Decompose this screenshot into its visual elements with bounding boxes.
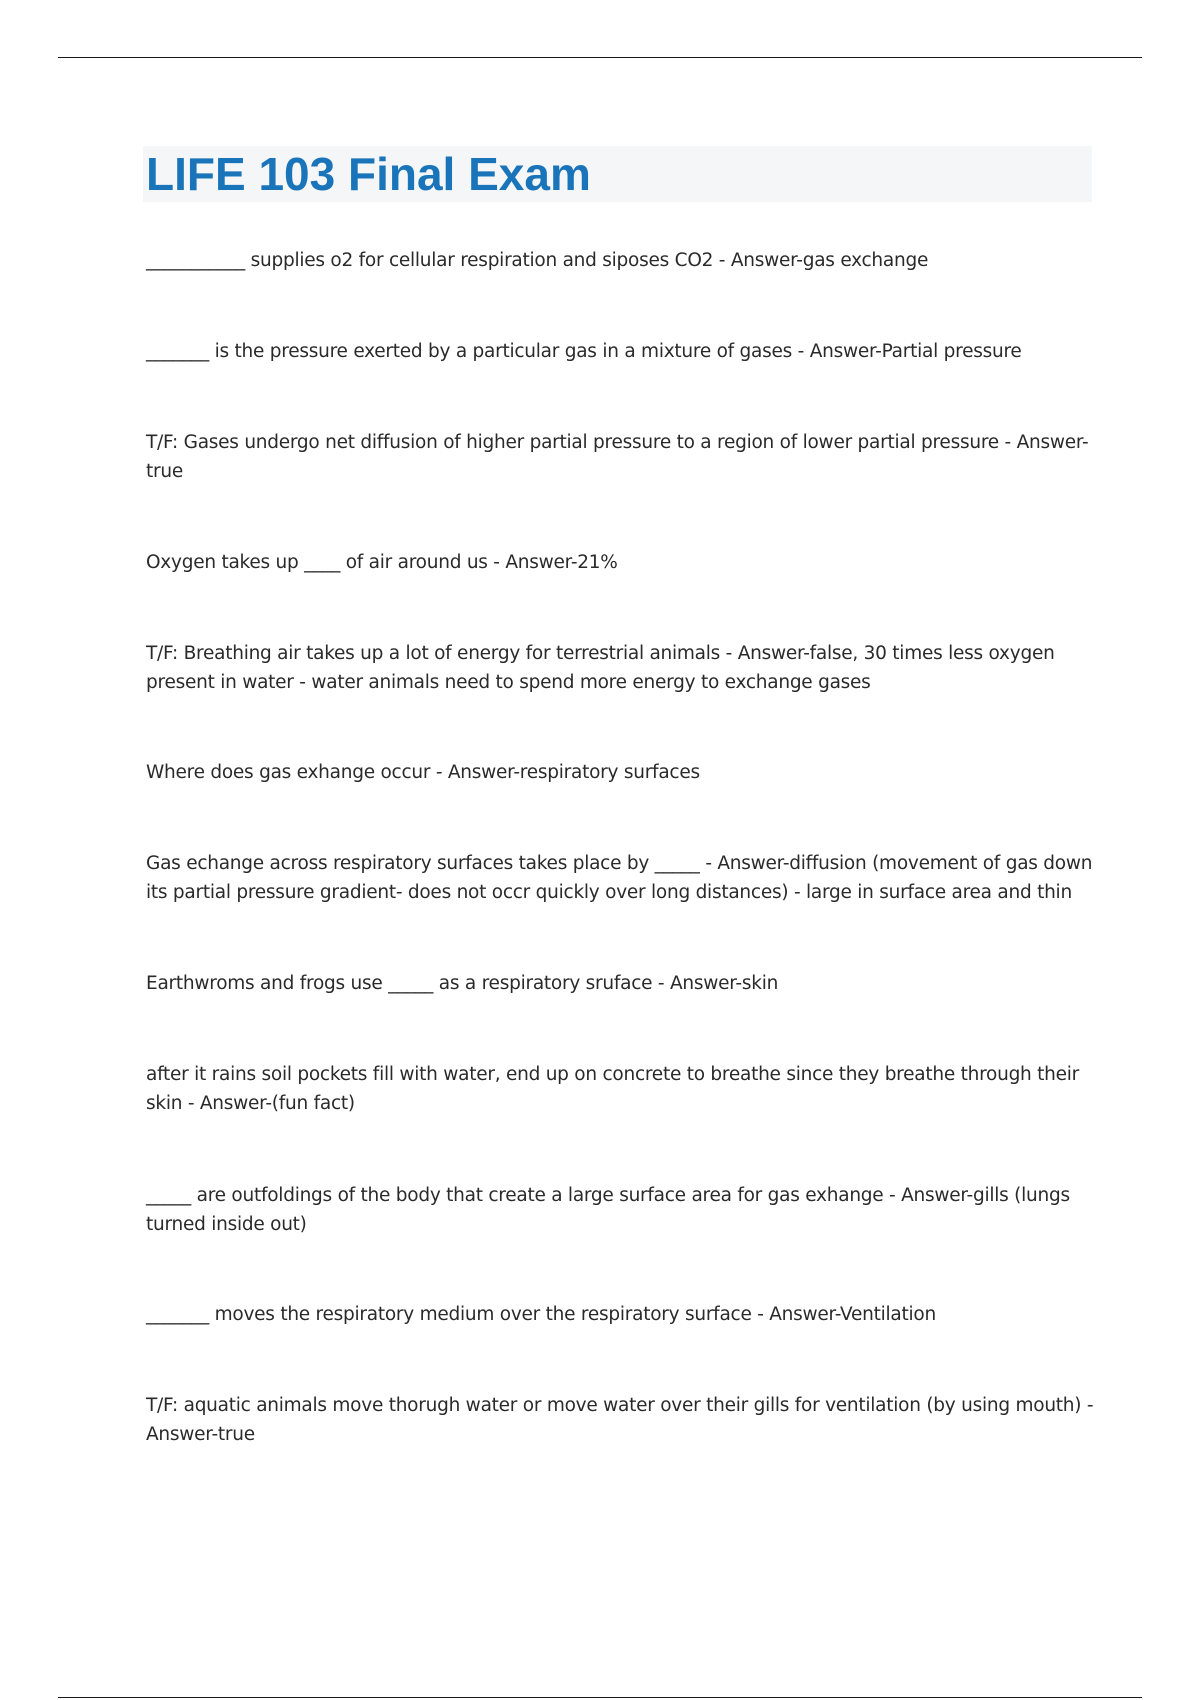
qa-item-11: _______ moves the respiratory medium over the respiratory surface - Answer-Ventilation: [146, 1304, 936, 1325]
page-title: LIFE 103 Final Exam: [146, 148, 591, 200]
qa-item-12: T/F: aquatic animals move thorugh water or move water over their gills for ventilation (by using mouth) - Answer-true: [146, 1395, 1094, 1445]
qa-item-7: Gas echange across respiratory surfaces takes place by _____ - Answer-diffusion (movement of gas down its partial pressure gradient- does not occr quickly over long distances) - large in surface area and thin: [146, 853, 1093, 903]
qa-item-2: _______ is the pressure exerted by a particular gas in a mixture of gases - Answer-Partial pressure: [146, 341, 1022, 362]
qa-item-6: Where does gas exhange occur - Answer-respiratory surfaces: [146, 762, 700, 783]
footer-rule: [58, 1697, 1142, 1698]
qa-item-3: T/F: Gases undergo net diffusion of higher partial pressure to a region of lower partial pressure - Answer-true: [146, 432, 1089, 482]
qa-item-4: Oxygen takes up ____ of air around us - Answer-21%: [146, 552, 618, 573]
qa-item-5: T/F: Breathing air takes up a lot of energy for terrestrial animals - Answer-false, 30 times less oxygen present in water - water animals need to spend more energy to exchange gases: [146, 643, 1055, 693]
qa-item-10: _____ are outfoldings of the body that create a large surface area for gas exhange - Answer-gills (lungs turned inside out): [146, 1185, 1070, 1235]
header-rule: [58, 57, 1142, 58]
qa-item-1: ___________ supplies o2 for cellular respiration and siposes CO2 - Answer-gas exchange: [146, 250, 929, 271]
qa-item-8: Earthwroms and frogs use _____ as a respiratory sruface - Answer-skin: [146, 973, 779, 994]
qa-item-9: after it rains soil pockets fill with water, end up on concrete to breathe since they breathe through their skin - Answer-(fun fact): [146, 1064, 1080, 1114]
